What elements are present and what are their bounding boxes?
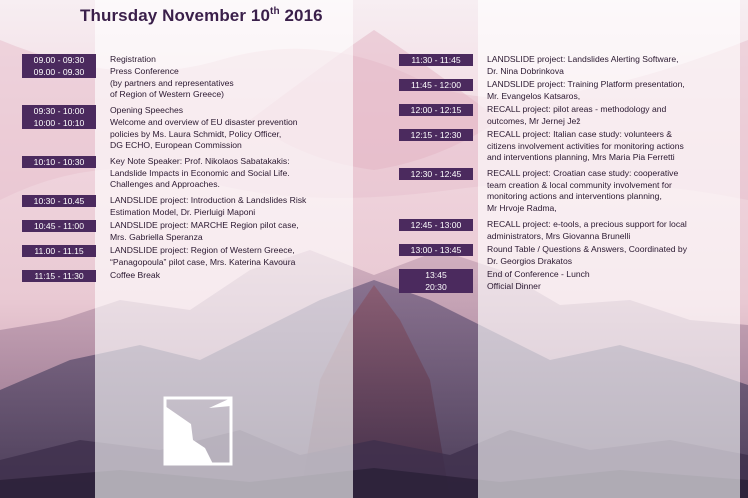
session-description (487, 281, 541, 293)
session-description (110, 105, 183, 117)
session-description (110, 156, 290, 191)
time-slot: 20:30 (399, 281, 473, 293)
session-line: DG ECHO, European Commission (110, 140, 242, 151)
session-line: Key Note Speaker: Prof. Nikolaos Sabatakakis: (110, 156, 290, 166)
event-logo (163, 396, 233, 466)
session-description (487, 168, 678, 214)
session-line: (by partners and representatives (110, 77, 234, 88)
session-description (487, 79, 685, 102)
session-line: Landslide Impacts in Economic and Social Life. (110, 167, 290, 178)
session-line: Welcome and overview of EU disaster prevention (110, 117, 298, 127)
session-description (487, 54, 679, 77)
time-slot: 12:15 - 12:30 (399, 129, 473, 141)
session-description (110, 195, 306, 218)
session-description (110, 66, 234, 101)
time-slot: 12:30 - 12:45 (399, 168, 473, 180)
time-slot: 13:00 - 13:45 (399, 244, 473, 256)
title-year: 2016 (279, 6, 323, 25)
session-line: Mr. Evangelos Katsaros, (487, 90, 581, 101)
session-description (487, 104, 666, 127)
session-line: Press Conference (110, 66, 179, 76)
time-slot: 09.00 - 09:30 (22, 54, 96, 66)
session-line: RECALL project: e-tools, a precious support for local (487, 219, 687, 229)
time-slot: 09:30 - 10:00 (22, 105, 96, 117)
session-line: RECALL project: Croatian case study: cooperative (487, 168, 679, 178)
time-slot: 13:45 (399, 269, 473, 281)
time-slot: 11:30 - 11:45 (399, 54, 473, 66)
time-slot: 12:45 - 13:00 (399, 219, 473, 231)
time-slot: 10:10 - 10:30 (22, 156, 96, 168)
session-description (487, 244, 687, 267)
session-line: outcomes, Mr Jernej Jež (487, 115, 581, 126)
session-line: citizens involvement activities for monitoring actions (487, 140, 684, 151)
session-description (487, 219, 687, 242)
session-line: Opening Speeches (110, 105, 184, 115)
session-line: Official Dinner (487, 281, 541, 291)
session-description (487, 269, 590, 281)
session-line: monitoring actions and interventions planning, (487, 191, 662, 202)
session-description (110, 220, 299, 243)
session-description (110, 117, 298, 152)
title-ordinal: th (270, 6, 280, 17)
session-line: Dr. Nina Dobrinkova (487, 65, 564, 76)
time-slot: 09.00 - 09.30 (22, 66, 96, 78)
session-line: Mrs. Gabriella Speranza (110, 231, 203, 242)
session-line: End of Conference - Lunch (487, 269, 590, 279)
session-line: Round Table / Questions & Answers, Coordinated by (487, 244, 688, 254)
session-line: RECALL project: Italian case study: volunteers & (487, 129, 673, 139)
session-line: Estimation Model, Dr. Pierluigi Maponi (110, 206, 256, 217)
session-line: “Panagopoula” pilot case, Mrs. Katerina Kavoura (110, 256, 296, 267)
session-line: LANDSLIDE project: Training Platform presentation, (487, 79, 685, 89)
session-line: of Region of Western Greece) (110, 89, 225, 100)
time-slot: 12:00 - 12:15 (399, 104, 473, 116)
session-line: Dr. Georgios Drakatos (487, 255, 573, 266)
session-line: Coffee Break (110, 270, 161, 280)
time-slot: 11:45 - 12:00 (399, 79, 473, 91)
time-slot: 10:30 - 10.45 (22, 195, 96, 207)
time-slot: 10:00 - 10:10 (22, 117, 96, 129)
session-line: policies by Ms. Laura Schmidt, Policy Officer, (110, 128, 282, 139)
session-line: LANDSLIDE project: Landslides Alerting Software, (487, 54, 679, 64)
session-line: LANDSLIDE project: MARCHE Region pilot case, (110, 220, 299, 230)
session-description (110, 245, 295, 268)
session-description (110, 54, 156, 66)
time-slot: 11:15 - 11:30 (22, 270, 96, 282)
page-title (80, 6, 323, 26)
session-line: and interventions planning, Mrs Maria Pia Ferretti (487, 152, 675, 163)
session-line: team creation & local community involvement for (487, 179, 672, 190)
session-description (487, 129, 684, 164)
title-date: Thursday November 10 (80, 6, 271, 25)
session-description (110, 270, 160, 282)
session-line: Challenges and Approaches. (110, 179, 220, 190)
session-line: LANDSLIDE project: Introduction & Landslides Risk (110, 195, 307, 205)
session-line: RECALL project: pilot areas - methodology and (487, 104, 667, 114)
session-line: administrators, Mrs Giovanna Brunelli (487, 230, 631, 241)
time-slot: 11.00 - 11.15 (22, 245, 96, 257)
time-slot: 10:45 - 11:00 (22, 220, 96, 232)
session-line: Mr Hrvoje Radma, (487, 202, 557, 213)
session-line: Registration (110, 54, 156, 64)
session-line: LANDSLIDE project: Region of Western Greece, (110, 245, 295, 255)
